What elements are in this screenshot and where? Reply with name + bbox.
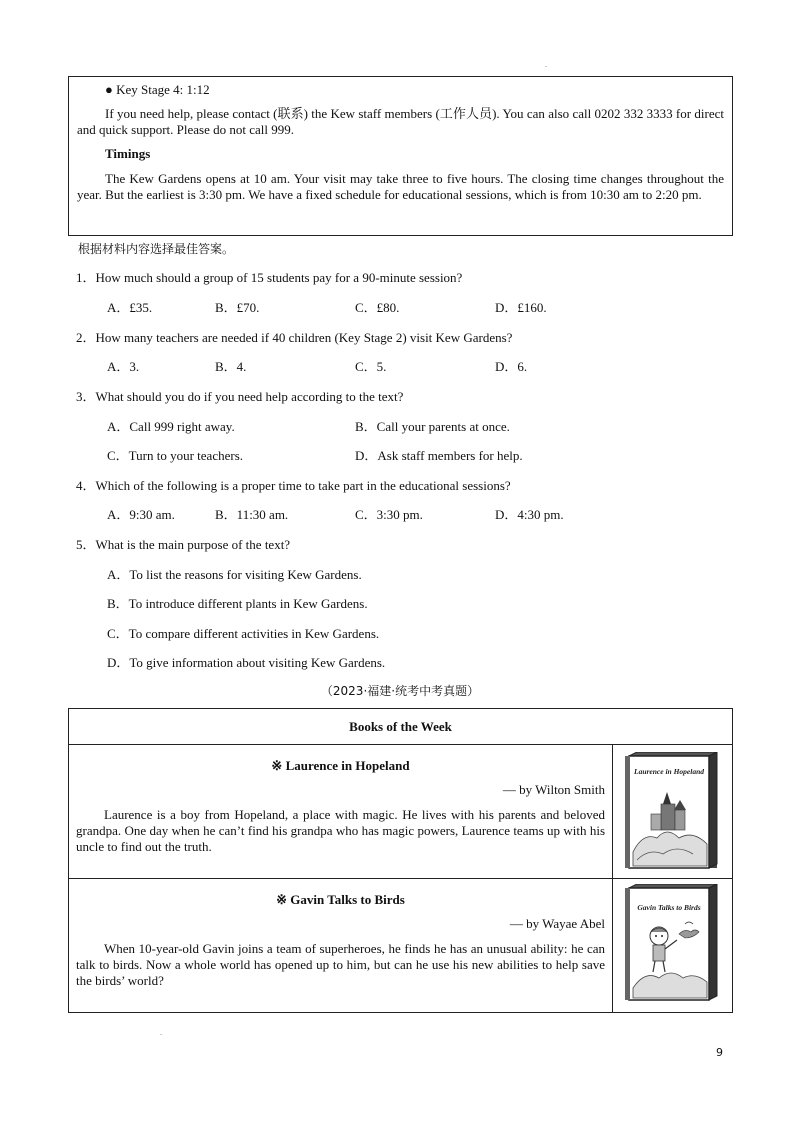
table-title: Books of the Week xyxy=(69,709,733,745)
book-title: ※ Laurence in Hopeland xyxy=(271,758,410,773)
question-3: 3．What should you do if you need help according to the text? xyxy=(76,389,404,404)
q5-option-b[interactable]: B．To introduce different plants in Kew Gardens. xyxy=(107,596,368,611)
instruction: 根据材料内容选择最佳答案。 xyxy=(78,242,235,256)
q1-option-d[interactable]: D．£160. xyxy=(495,300,547,315)
book-cover-image xyxy=(623,884,721,1004)
q2-option-c[interactable]: C．5. xyxy=(355,359,387,374)
q4-option-d[interactable]: D．4:30 pm. xyxy=(495,507,564,522)
q1-option-b[interactable]: B．£70. xyxy=(215,300,260,315)
q3-option-a[interactable]: A．Call 999 right away. xyxy=(107,419,235,434)
book-row xyxy=(69,745,733,879)
q2-option-a[interactable]: A．3. xyxy=(107,359,140,374)
book-title: ※ Gavin Talks to Birds xyxy=(276,892,405,907)
book-author: — by Wilton Smith xyxy=(502,782,605,797)
q2-option-b[interactable]: B．4. xyxy=(215,359,247,374)
q1-option-a[interactable]: A．£35. xyxy=(107,300,153,315)
q5-option-a[interactable]: A．To list the reasons for visiting Kew Gardens. xyxy=(107,567,362,582)
kew-info-box xyxy=(68,76,733,236)
timings-paragraph: The Kew Gardens opens at 10 am. Your visit may take three to five hours. The closing time changes throughout the year. But the earliest is 3:30 pm. We have a fixed schedule for educational sessions, which is from 10:30 am to 2:20 pm. xyxy=(77,171,724,202)
q3-option-d[interactable]: D．Ask staff members for help. xyxy=(355,448,523,463)
q1-option-c[interactable]: C．£80. xyxy=(355,300,400,315)
source-note: （2023·福建·统考中考真题） xyxy=(320,684,480,698)
question-5: 5．What is the main purpose of the text? xyxy=(76,537,291,552)
books-of-the-week-table xyxy=(68,708,733,1013)
q4-option-c[interactable]: C．3:30 pm. xyxy=(355,507,423,522)
page-number: 9 xyxy=(716,1046,723,1059)
book-description: Laurence is a boy from Hopeland, a place with magic. He lives with his parents and beloved grandpa. One day when he can’t find his grandpa who has magic powers, Laurence teams up with his uncle to find out the truth. xyxy=(76,807,605,854)
book-row xyxy=(69,879,733,1013)
svg-text:Gavin Talks to Birds: Gavin Talks to Birds xyxy=(637,903,701,912)
svg-text:Laurence in Hopeland: Laurence in Hopeland xyxy=(633,767,705,776)
q4-option-a[interactable]: A．9:30 am. xyxy=(107,507,175,522)
q5-option-d[interactable]: D．To give information about visiting Kew Gardens. xyxy=(107,655,386,670)
scan-dot: . xyxy=(160,1028,162,1037)
book-author: — by Wayae Abel xyxy=(509,916,605,931)
question-1: 1．How much should a group of 15 students pay for a 90-minute session? xyxy=(76,270,463,285)
book-cover-image xyxy=(623,752,721,872)
q3-option-c[interactable]: C．Turn to your teachers. xyxy=(107,448,244,463)
q3-option-b[interactable]: B．Call your parents at once. xyxy=(355,419,510,434)
help-paragraph: If you need help, please contact (联系) the Kew staff members (工作人员). You can also call 0202 332 3333 for direct and quick support. Please do not call 999. xyxy=(77,106,724,137)
q5-option-c[interactable]: C．To compare different activities in Kew Gardens. xyxy=(107,626,380,641)
book-description: When 10-year-old Gavin joins a team of superheroes, he finds he has an unusual ability: he can talk to birds. Now a whole world has opened up to him, but can he use his new abilities to help save the birds’ world? xyxy=(76,941,605,988)
q2-option-d[interactable]: D．6. xyxy=(495,359,528,374)
key-stage-4-ratio: ● Key Stage 4: 1:12 xyxy=(105,82,210,97)
scan-dot: . xyxy=(545,60,547,69)
question-2: 2．How many teachers are needed if 40 children (Key Stage 2) visit Kew Gardens? xyxy=(76,330,513,345)
q4-option-b[interactable]: B．11:30 am. xyxy=(215,507,289,522)
timings-heading: Timings xyxy=(105,146,151,161)
question-4: 4．Which of the following is a proper time to take part in the educational sessions? xyxy=(76,478,511,493)
